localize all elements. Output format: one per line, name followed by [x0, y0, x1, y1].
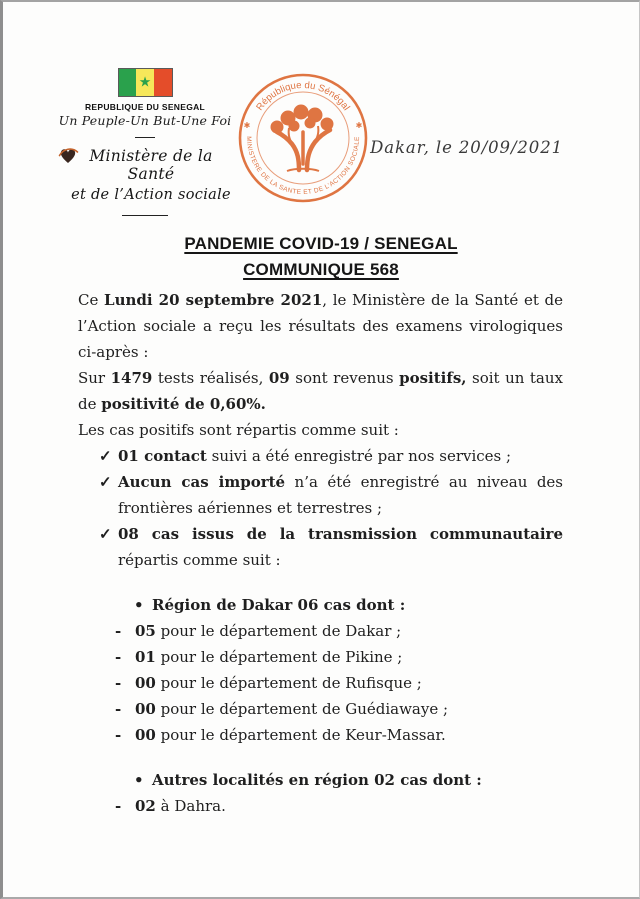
dash-item [78, 696, 563, 722]
line-text: Région de Dakar 06 cas dont : [152, 596, 406, 614]
bullet-item [78, 592, 563, 618]
line-text: 01 pour le département de Pikine ; [135, 648, 403, 666]
line-text: Les cas positifs sont répartis comme suit : [78, 421, 399, 439]
dash-marker-icon: - [115, 622, 122, 640]
check-item [78, 443, 563, 469]
bullet-marker-icon: • [134, 771, 144, 789]
republic-label: REPUBLIQUE DU SENEGAL [84, 102, 206, 112]
document-title-line1: PANDEMIE COVID-19 / SENEGAL [184, 234, 458, 253]
ministry-name-line1: Ministère de la Santé [89, 147, 213, 183]
baobab-tree-icon [271, 105, 333, 171]
divider [122, 215, 168, 216]
paragraph [78, 417, 563, 443]
line-text: Ce Lundi 20 septembre 2021, le Ministère de la Santé et de l’Action sociale a reçu les résultats des examens virologiques ci-après : [78, 291, 563, 361]
line-text: 02 à Dahra. [135, 797, 226, 815]
dash-item [78, 670, 563, 696]
flag-band-green [119, 69, 137, 96]
check-marker-icon: ✓ [99, 473, 112, 491]
dash-item [78, 618, 563, 644]
document-title-line2: COMMUNIQUE 568 [243, 260, 399, 279]
document-header [3, 2, 639, 218]
dash-item [78, 644, 563, 670]
flag-band-red [154, 69, 172, 96]
check-item [78, 469, 563, 521]
paragraph [78, 287, 563, 365]
line-text: 08 cas issus de la transmission communautaire répartis comme suit : [118, 525, 563, 569]
ministry-name-line2: et de l’Action sociale [71, 187, 231, 203]
line-text: Aucun cas importé n’a été enregistré au niveau des frontières aériennes et terrestres ; [118, 473, 563, 517]
document-body [78, 287, 563, 819]
line-text: 00 pour le département de Rufisque ; [135, 674, 422, 692]
check-marker-icon: ✓ [99, 447, 112, 465]
dash-marker-icon: - [115, 700, 122, 718]
national-motto: Un Peuple-Un But-Une Foi [58, 113, 232, 128]
ministry-seal-stamp [234, 66, 372, 208]
title-block [3, 231, 639, 283]
dash-item [78, 722, 563, 748]
dash-marker-icon: - [115, 797, 122, 815]
bullet-item [78, 767, 563, 793]
header-left-column [55, 68, 235, 216]
check-item [78, 521, 563, 573]
dash-item [78, 793, 563, 819]
paragraph [78, 365, 563, 417]
dash-marker-icon: - [115, 648, 122, 666]
line-text: 01 contact suivi a été enregistré par nos services ; [118, 447, 512, 465]
stamp-star-right-icon: ✱ [355, 121, 363, 130]
line-text: 00 pour le département de Guédiawaye ; [135, 700, 449, 718]
stamp-star-left-icon: ✱ [243, 121, 251, 130]
seal-svg [234, 66, 372, 208]
dash-marker-icon: - [115, 726, 122, 744]
date-line: Dakar, le 20/09/2021 [370, 138, 563, 157]
line-text: Sur 1479 tests réalisés, 09 sont revenus positifs, soit un taux de positivité de 0,60%. [78, 369, 563, 413]
ministry-block [55, 147, 235, 203]
check-marker-icon: ✓ [99, 525, 112, 543]
bullet-marker-icon: • [134, 596, 144, 614]
line-text: Autres localités en région 02 cas dont : [152, 771, 482, 789]
flag-star-icon: ★ [138, 73, 152, 90]
line-text: 00 pour le département de Keur-Massar. [135, 726, 446, 744]
stamp-bottom-text: MINISTERE DE LA SANTE ET DE L’ACTION SOCIALE [244, 136, 362, 197]
ministry-heart-icon [57, 146, 79, 166]
line-text: 05 pour le département de Dakar ; [135, 622, 402, 640]
stamp-top-text: République du Sénégal [254, 79, 352, 113]
divider [135, 137, 155, 138]
dash-marker-icon: - [115, 674, 122, 692]
senegal-flag-icon [118, 68, 173, 97]
